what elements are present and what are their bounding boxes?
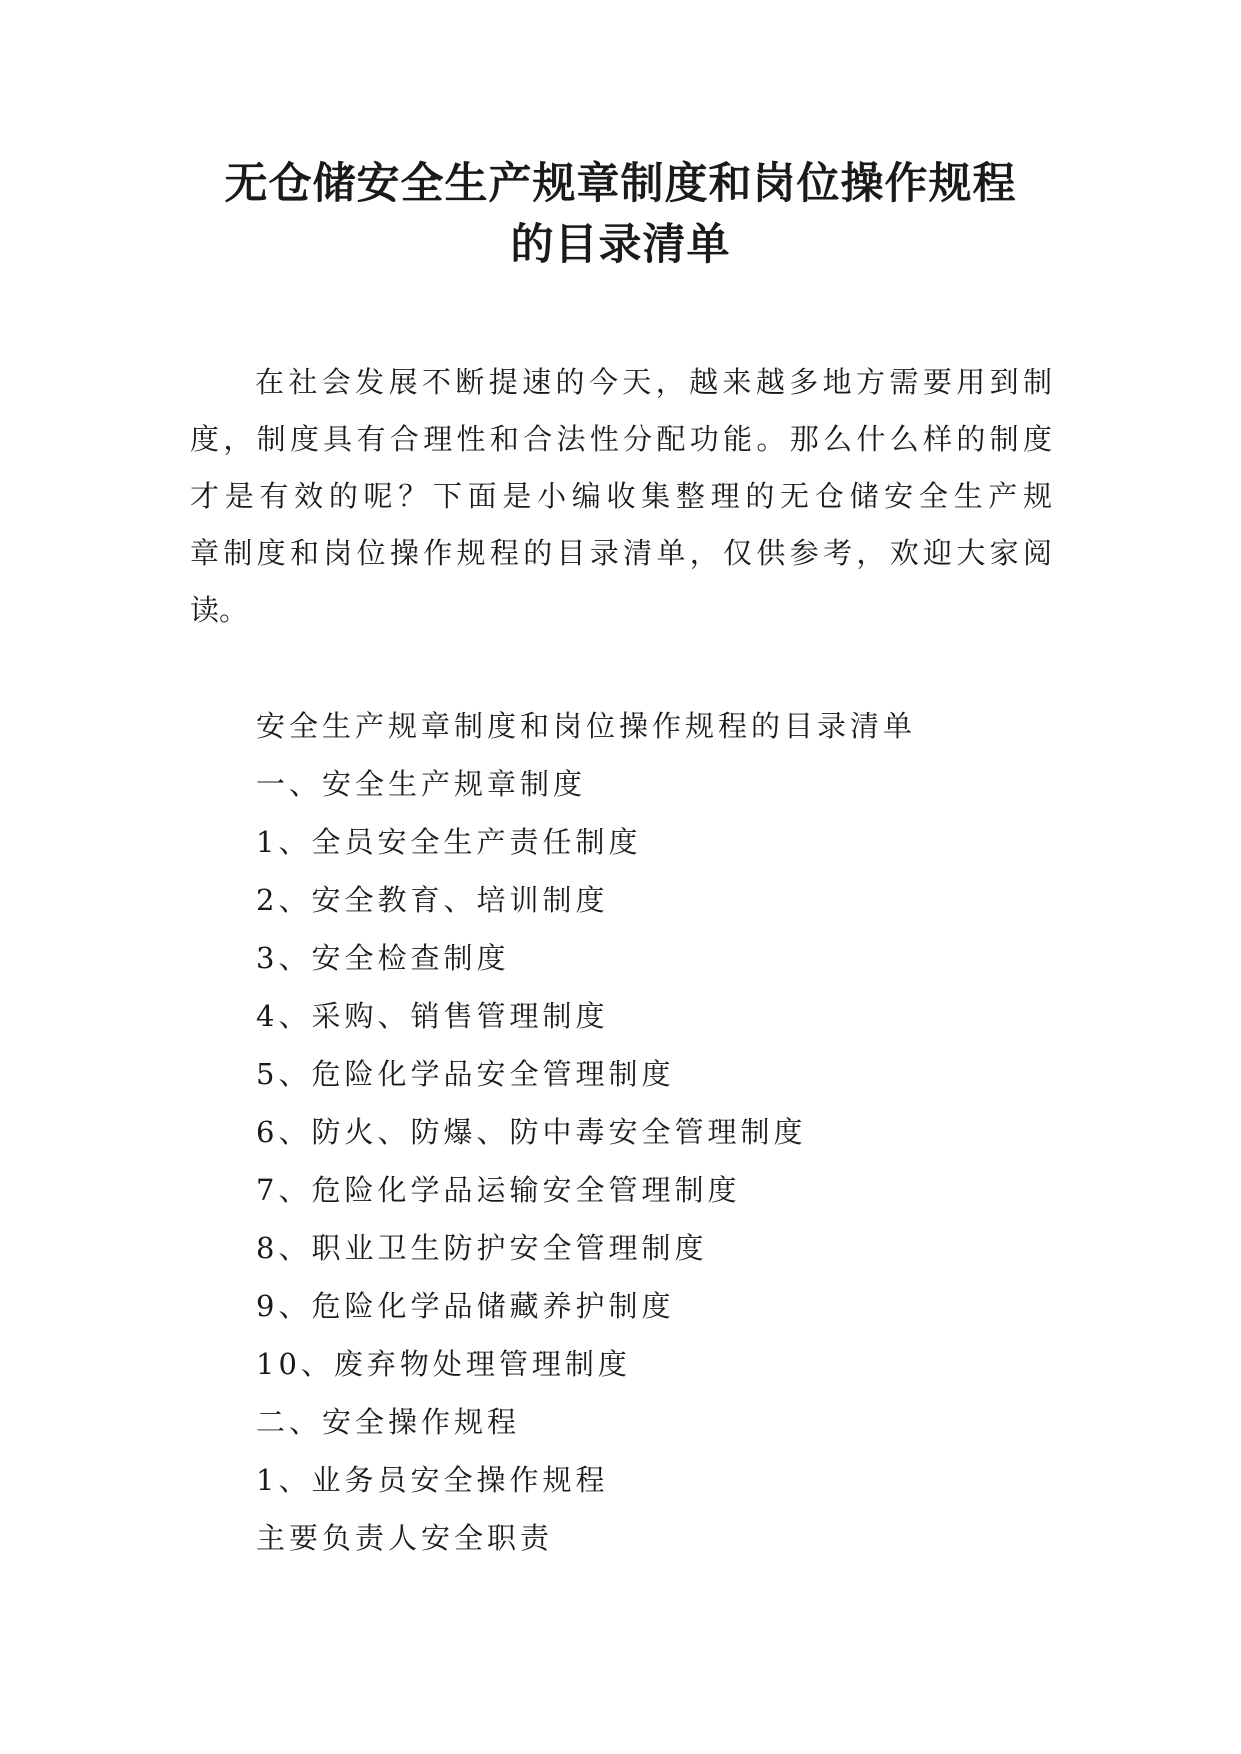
intro-paragraph-line: 才是有效的呢？下面是小编收集整理的无仓储安全生产规	[190, 479, 1052, 513]
list-item: 1、全员安全生产责任制度	[256, 825, 642, 859]
intro-paragraph-line: 度，制度具有合理性和合法性分配功能。那么什么样的制度	[190, 422, 1052, 456]
list-item: 7、危险化学品运输安全管理制度	[256, 1173, 741, 1207]
list-item: 1、业务员安全操作规程	[256, 1463, 609, 1497]
list-item: 3、安全检查制度	[256, 941, 510, 975]
intro-paragraph-line: 在社会发展不断提速的今天，越来越多地方需要用到制	[255, 365, 1052, 399]
list-item: 10、废弃物处理管理制度	[256, 1347, 631, 1381]
list-item: 4、采购、销售管理制度	[256, 999, 609, 1033]
list-item: 8、职业卫生防护安全管理制度	[256, 1231, 708, 1265]
section-heading: 二、安全操作规程	[256, 1405, 521, 1439]
list-item: 6、防火、防爆、防中毒安全管理制度	[256, 1115, 807, 1149]
list-item: 9、危险化学品储藏养护制度	[256, 1289, 675, 1323]
list-item: 5、危险化学品安全管理制度	[256, 1057, 675, 1091]
document-title-line-2: 的目录清单	[510, 220, 731, 270]
intro-paragraph-line: 章制度和岗位操作规程的目录清单，仅供参考，欢迎大家阅	[190, 536, 1052, 570]
list-item: 主要负责人安全职责	[256, 1521, 554, 1555]
intro-paragraph-line: 读。	[190, 593, 249, 627]
list-heading: 安全生产规章制度和岗位操作规程的目录清单	[256, 709, 917, 743]
document-title-line-1: 无仓储安全生产规章制度和岗位操作规程	[224, 159, 1017, 209]
list-item: 2、安全教育、培训制度	[256, 883, 609, 917]
section-heading: 一、安全生产规章制度	[256, 767, 587, 801]
